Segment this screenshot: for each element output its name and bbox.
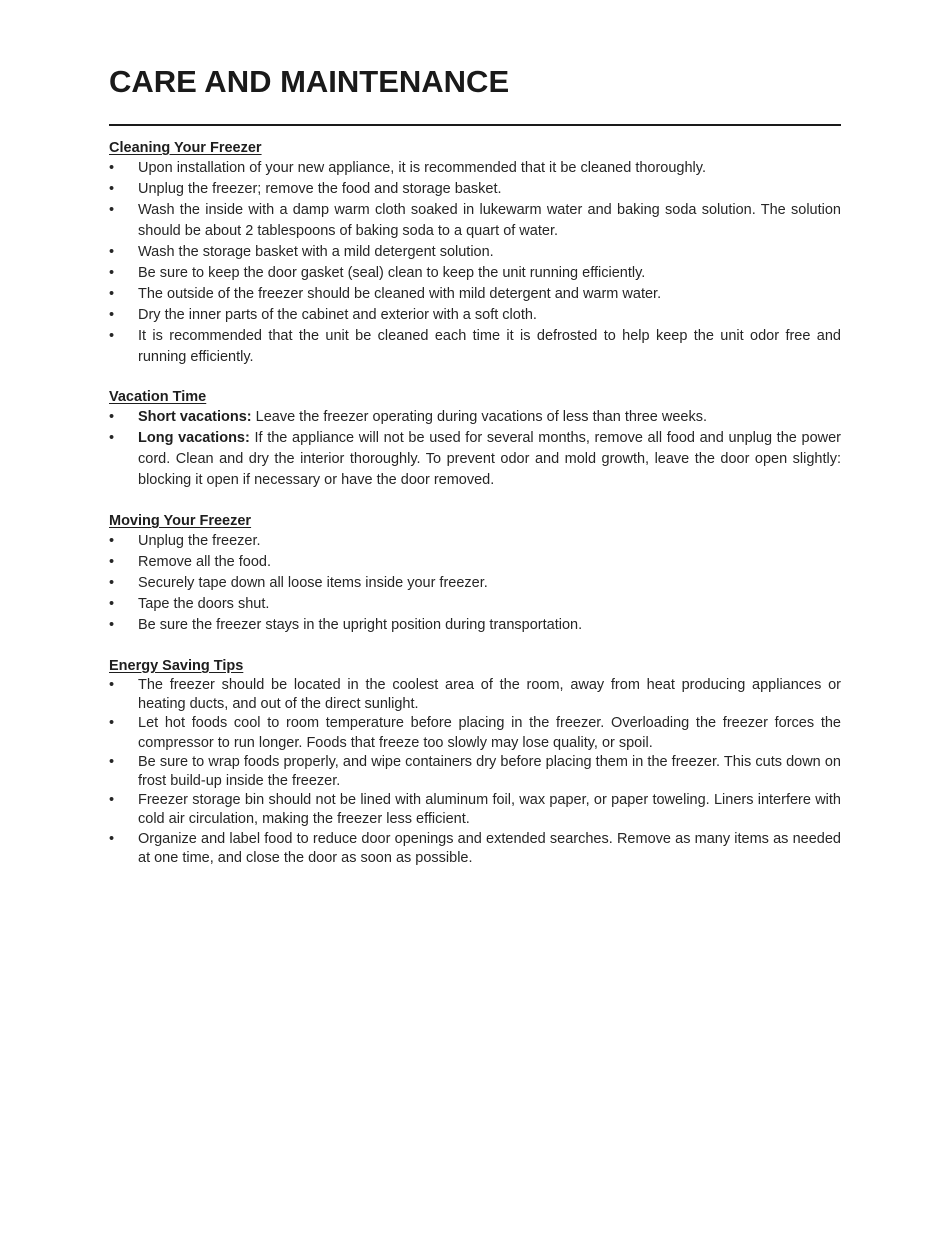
list-item-text: Securely tape down all loose items inside your freezer.: [138, 575, 488, 591]
list-item: [109, 615, 841, 636]
list-item: [109, 676, 841, 714]
bullet-icon: •: [109, 160, 115, 176]
section-energy: [109, 657, 841, 868]
list-item: [109, 791, 841, 829]
section-heading: Vacation Time: [109, 389, 207, 405]
page-title: CARE AND MAINTENANCE: [109, 64, 510, 99]
bullet-icon: •: [109, 307, 115, 323]
bullet-icon: •: [109, 286, 115, 302]
section-heading: Cleaning Your Freezer: [109, 140, 262, 156]
list-item: [109, 158, 841, 179]
bullet-icon: •: [109, 533, 115, 549]
list-item-text: Upon installation of your new appliance, it is recommended that it be cleaned thoroughly.: [138, 160, 706, 176]
list-item-text: Let hot foods cool to room temperature before placing in the freezer. Overloading the freezer forces the compressor to run longer. Foods that freeze too slowly may lose quality, or spoil.: [138, 715, 841, 751]
list-item-text: Wash the storage basket with a mild detergent solution.: [138, 244, 494, 260]
list-item-text: Unplug the freezer.: [138, 533, 261, 549]
section-cleaning: [109, 139, 841, 368]
list-item-text: The outside of the freezer should be cleaned with mild detergent and warm water.: [138, 286, 662, 302]
list-item-text: Be sure to wrap foods properly, and wipe containers dry before placing them in the freezer. This cuts down on frost build-up inside the freezer.: [138, 753, 841, 790]
list-item-text: Dry the inner parts of the cabinet and exterior with a soft cloth.: [138, 307, 537, 323]
bullet-icon: •: [109, 430, 115, 446]
list-item: [109, 179, 841, 200]
list-item: [109, 263, 841, 284]
section-heading: Energy Saving Tips: [109, 658, 244, 674]
list-item-text: Tape the doors shut.: [138, 596, 270, 612]
bullet-icon: •: [109, 554, 115, 570]
list-item: [109, 552, 841, 573]
bullet-icon: •: [109, 575, 115, 591]
list-item: [109, 753, 841, 791]
list-item: [109, 200, 841, 242]
bullet-icon: •: [109, 244, 115, 260]
list-item-text: If the appliance will not be used for several months, remove all food and unplug the power cord. Clean and dry the interior thoroughly. To prevent odor and mold growth, leave the door open slightly: blocking it open if necessary or have the door removed.: [138, 430, 841, 488]
section-vacation: [109, 388, 841, 491]
list-item: [109, 242, 841, 263]
section-heading: Moving Your Freezer: [109, 513, 252, 529]
section-moving: [109, 512, 841, 636]
list-item: [109, 326, 841, 368]
bullet-icon: •: [109, 328, 115, 344]
bullet-icon: •: [109, 677, 115, 693]
list-item: [109, 594, 841, 615]
bullet-icon: •: [109, 715, 115, 732]
list-item-text: Remove all the food.: [138, 554, 271, 570]
bullet-icon: •: [109, 596, 115, 612]
list-item-text: Unplug the freezer; remove the food and storage basket.: [138, 181, 502, 197]
list-item: [109, 531, 841, 552]
bullet-icon: •: [109, 181, 115, 197]
list-item: [109, 428, 841, 491]
bullet-icon: •: [109, 409, 115, 425]
list-item: [109, 573, 841, 594]
list-item-lead: Long vacations:: [138, 430, 250, 446]
list-item-text: Be sure the freezer stays in the upright position during transportation.: [138, 617, 583, 633]
title-divider: [109, 124, 841, 126]
list-item: [109, 714, 841, 752]
list-item: [109, 407, 841, 428]
list-item-text: Leave the freezer operating during vacations of less than three weeks.: [251, 409, 708, 425]
list-item-text: Organize and label food to reduce door openings and extended searches. Remove as many items as needed at one time, and close the door as soon as possible.: [138, 830, 841, 866]
list-item: [109, 284, 841, 305]
list-item-text: Wash the inside with a damp warm cloth soaked in lukewarm water and baking soda solution. The solution should be about 2 tablespoons of baking soda to a quart of water.: [138, 202, 841, 239]
bullet-list: [109, 676, 841, 868]
list-item-text: It is recommended that the unit be cleaned each time it is defrosted to help keep the unit odor free and running efficiently.: [138, 328, 841, 365]
list-item-text: Freezer storage bin should not be lined with aluminum foil, wax paper, or paper toweling. Liners interfere with cold air circulation, making the freezer less efficient.: [138, 792, 841, 828]
list-item-lead: Short vacations:: [138, 409, 252, 425]
bullet-icon: •: [109, 753, 115, 770]
bullet-icon: •: [109, 265, 115, 281]
bullet-icon: •: [109, 830, 115, 847]
list-item: [109, 305, 841, 326]
list-item-text: Be sure to keep the door gasket (seal) clean to keep the unit running efficiently.: [138, 265, 646, 281]
list-item: [109, 830, 841, 868]
list-item-text: The freezer should be located in the coolest area of the room, away from heat producing appliances or heating ducts, and out of the direct sunlight.: [138, 677, 841, 713]
bullet-icon: •: [109, 202, 115, 218]
bullet-icon: •: [109, 617, 115, 633]
bullet-list: [109, 407, 841, 491]
bullet-icon: •: [109, 792, 115, 809]
bullet-list: [109, 531, 841, 636]
bullet-list: [109, 158, 841, 368]
